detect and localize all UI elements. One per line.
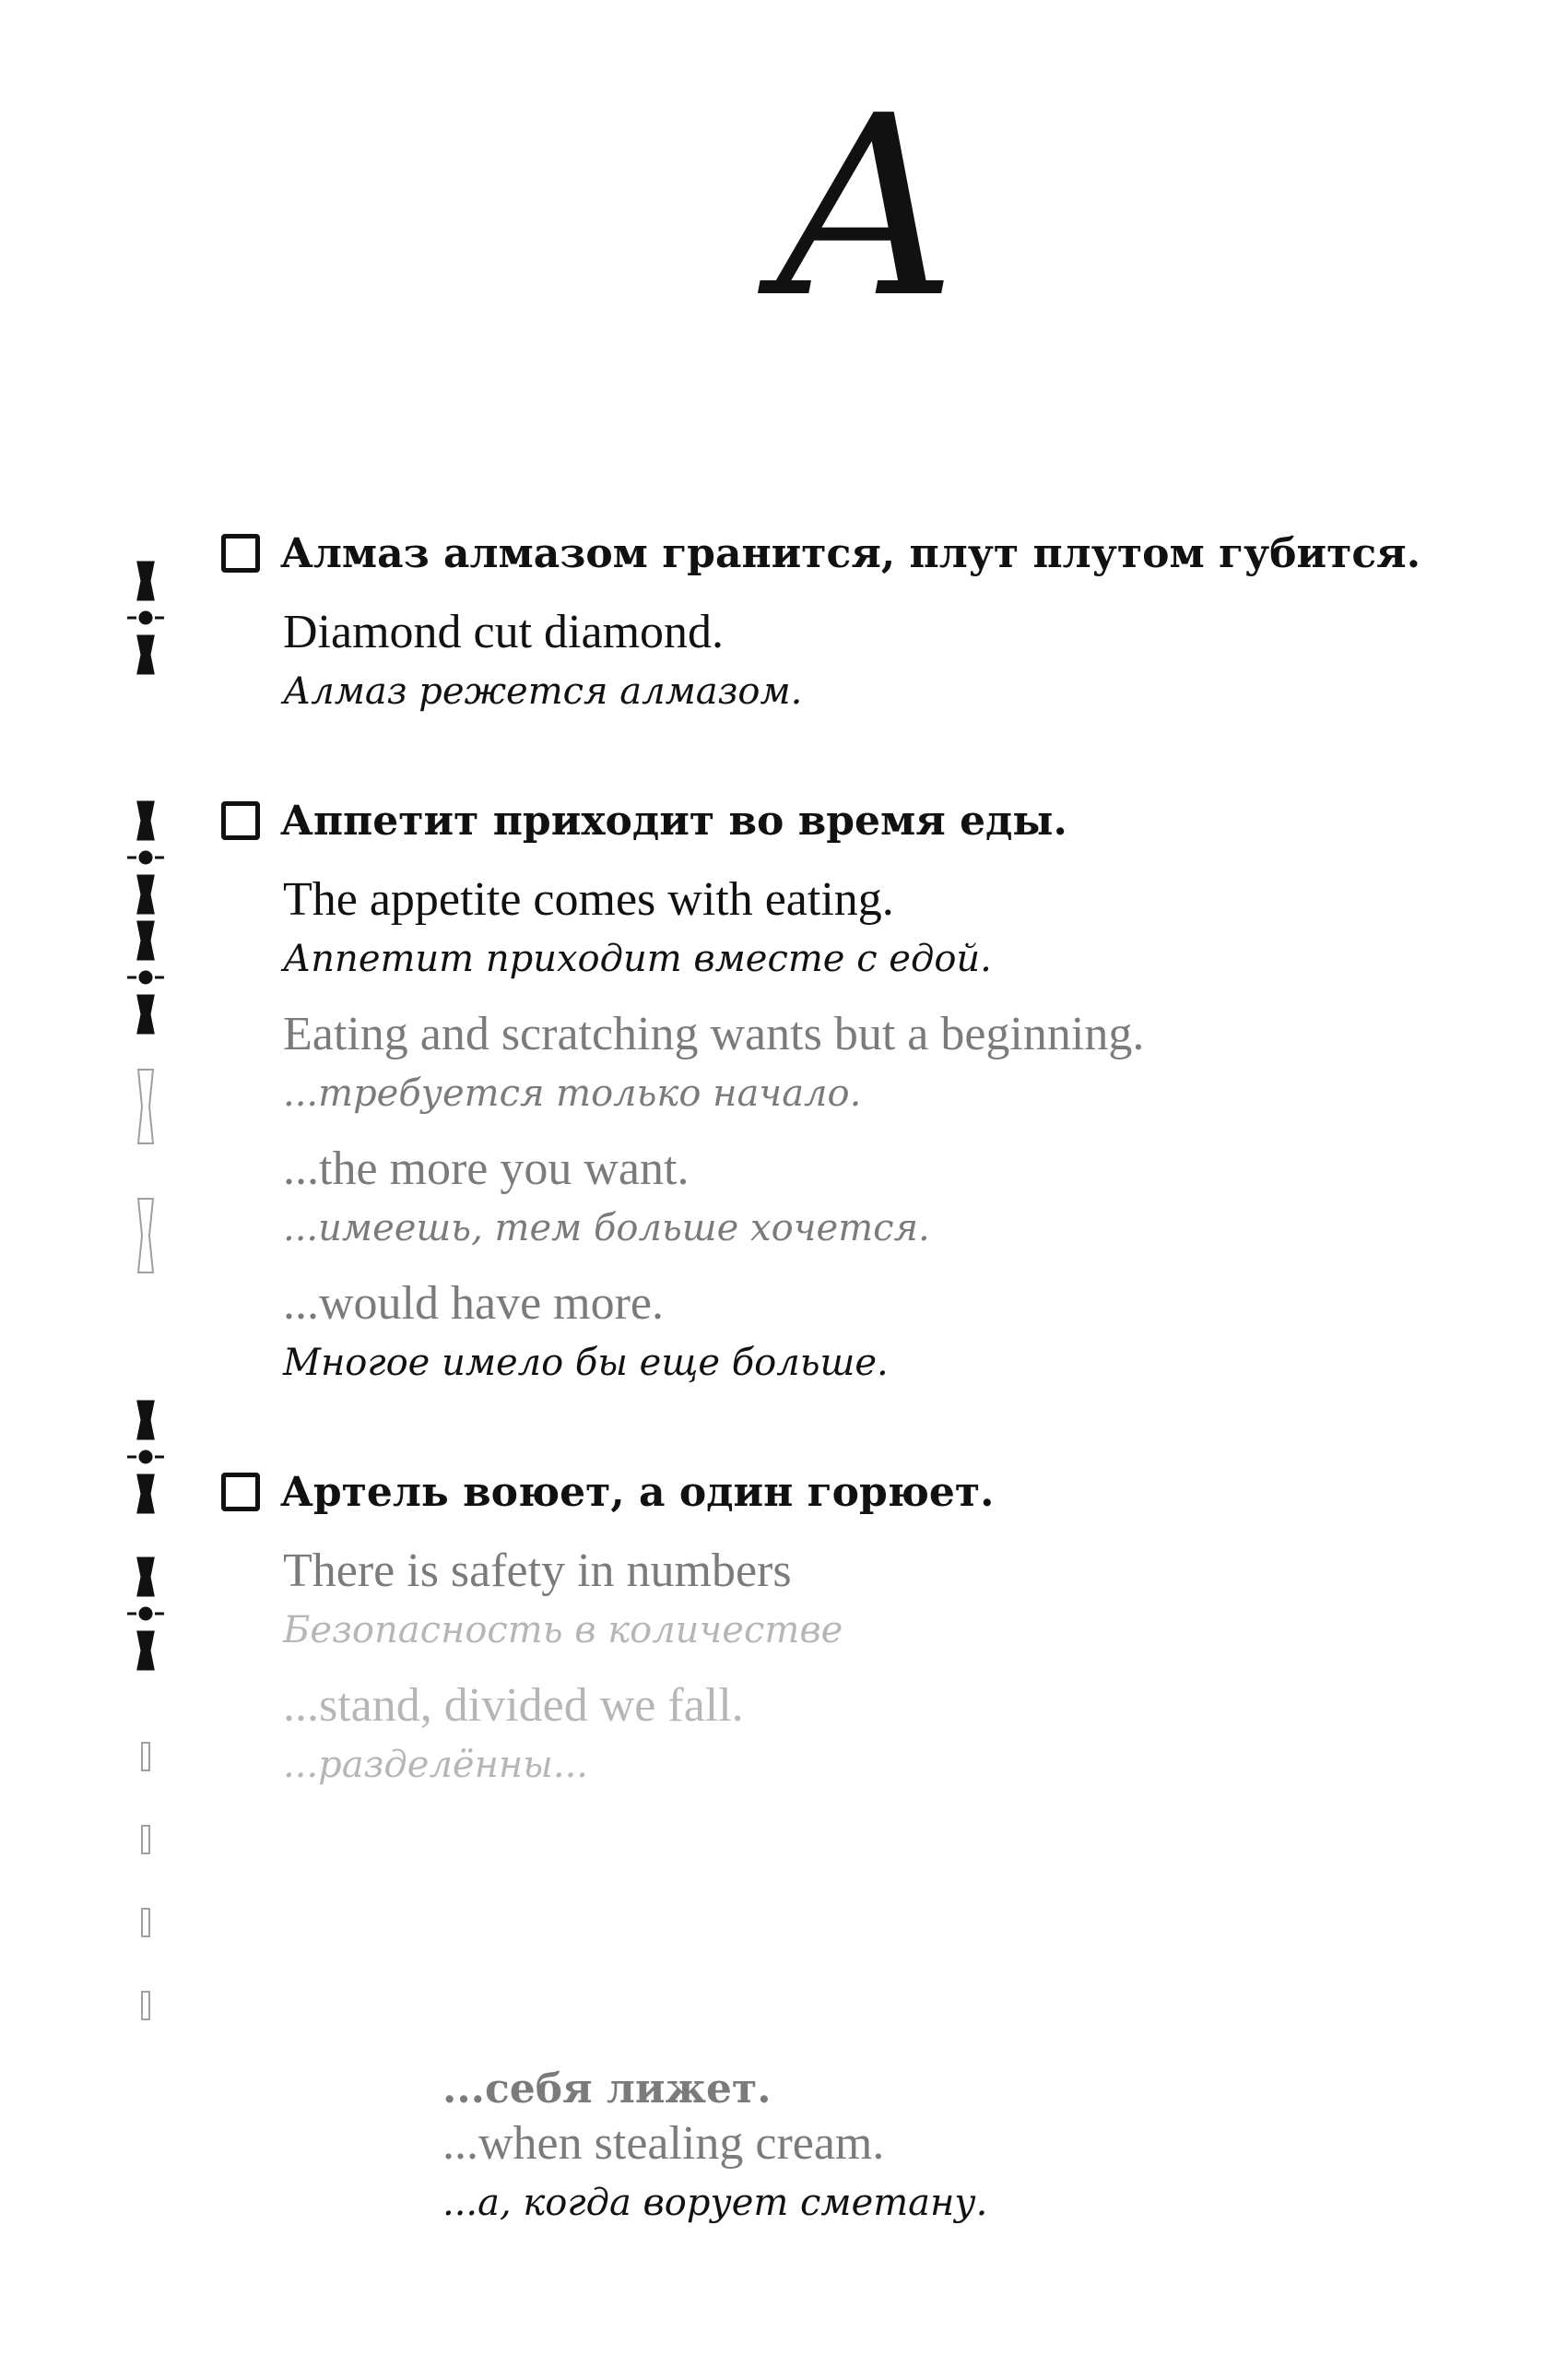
translation-block bbox=[283, 601, 1530, 719]
english-equivalent: Diamond cut diamond. bbox=[283, 606, 725, 658]
proverb: Аппетит приходит во время еды. bbox=[280, 797, 1067, 845]
english-equivalent: ...would have more. bbox=[283, 1277, 665, 1330]
checkbox-icon bbox=[221, 534, 260, 573]
english-equivalent: There is safety in numbers bbox=[283, 1545, 792, 1597]
english-equivalent: ...the more you want. bbox=[283, 1142, 690, 1195]
english-equivalent: Eating and scratching wants but a beginning. bbox=[283, 1008, 1145, 1060]
russian-translation: Безопасность в количестве bbox=[283, 1609, 843, 1651]
heading-letter: A bbox=[776, 62, 957, 352]
proverb-row bbox=[221, 784, 1530, 858]
proverb-row bbox=[221, 516, 1530, 590]
russian-translation: ...требуется только начало. bbox=[283, 1072, 862, 1115]
proverb: ...себя лижет. bbox=[442, 2065, 772, 2113]
proverb-row bbox=[221, 1455, 1530, 1529]
russian-translation: Алмаз режется алмазом. bbox=[283, 670, 803, 713]
russian-translation: Многое имело бы еще больше. bbox=[283, 1342, 889, 1384]
decorative-border-ornament bbox=[118, 553, 173, 2176]
russian-translation: Аппетит приходит вместе с едой. bbox=[283, 938, 992, 980]
translation-block bbox=[283, 869, 1530, 1391]
checkbox-icon bbox=[221, 801, 260, 840]
entry bbox=[221, 1455, 1530, 1793]
proverb: Алмаз алмазом гранится, плут плутом губится. bbox=[280, 529, 1421, 577]
entry bbox=[221, 784, 1530, 1391]
faded-entry bbox=[442, 2065, 1530, 2247]
russian-translation: ...разделённы... bbox=[283, 1744, 588, 1786]
russian-translation: ...имеешь, тем больше хочется. bbox=[283, 1207, 930, 1249]
translation-block bbox=[283, 1540, 1530, 1793]
russian-translation: ...а, когда ворует сметану. bbox=[442, 2182, 988, 2224]
checkbox-icon bbox=[221, 1473, 260, 1511]
english-equivalent: ...stand, divided we fall. bbox=[283, 1679, 744, 1732]
english-equivalent: ...when stealing cream. bbox=[442, 2117, 885, 2170]
english-equivalent: The appetite comes with eating. bbox=[283, 873, 894, 926]
proverb: Артель воюет, а один горюет. bbox=[280, 1468, 995, 1516]
entries bbox=[221, 516, 1530, 1857]
entry bbox=[221, 516, 1530, 719]
